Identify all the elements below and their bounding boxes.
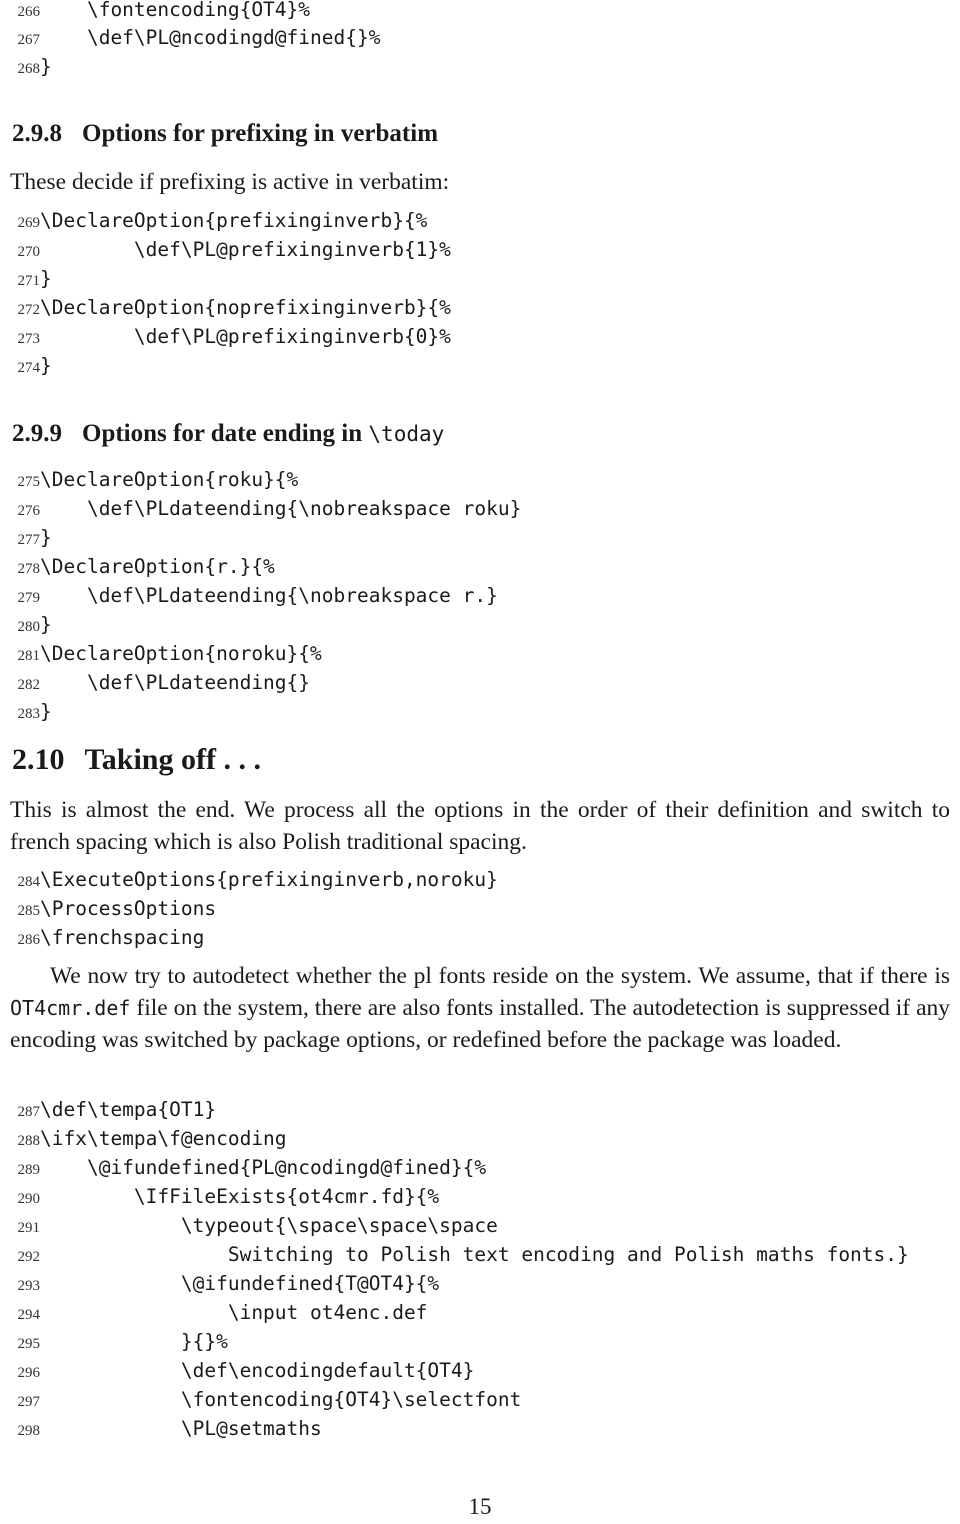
code-text: \DeclareOption{roku}{% [40,468,299,491]
line-number: 268 [17,61,40,77]
code-text: }{}% [40,1330,228,1353]
code-line [10,640,322,668]
code-text: \def\PLdateending{} [40,671,311,694]
code-text: \@ifundefined{PL@ncodingd@fined}{% [40,1156,487,1179]
code-line [10,524,52,552]
code-line [10,1212,498,1240]
line-number: 290 [17,1191,40,1207]
line-number: 276 [17,503,40,519]
code-text: \def\tempa{OT1} [40,1098,217,1121]
code-line [10,53,52,81]
section-number: 2.9.8 [12,120,62,147]
line-number: 296 [17,1365,40,1381]
code-line [10,866,498,894]
code-text: \DeclareOption{prefixinginverb}{% [40,209,428,232]
line-number: 266 [17,4,40,20]
line-number: 278 [17,561,40,577]
line-number: 284 [17,874,40,890]
line-number: 289 [17,1162,40,1178]
code-line [10,1328,228,1356]
code-line [10,323,451,351]
line-number: 274 [17,360,40,376]
line-number: 288 [17,1133,40,1149]
code-text: } [40,613,52,636]
paragraph-autodetect [10,960,950,1056]
code-line [10,1154,486,1182]
code-line [10,895,216,923]
line-number: 267 [17,32,40,48]
line-number: 273 [17,331,40,347]
code-line [10,495,521,523]
code-text: \def\PL@prefixinginverb{0}% [40,325,451,348]
page-number: 15 [468,1494,492,1519]
code-text: \ifx\tempa\f@encoding [40,1127,287,1150]
line-number: 293 [17,1278,40,1294]
inline-code: OT4cmr.def [10,996,131,1020]
code-line [10,1299,427,1327]
code-text: \def\PLdateending{\nobreakspace r.} [40,584,498,607]
code-line [10,294,451,322]
code-text: } [40,700,52,723]
code-line [10,24,380,52]
section-number: 2.10 [12,743,65,776]
line-number: 279 [17,590,40,606]
code-line [10,0,310,24]
code-text: \typeout{\space\space\space [40,1214,498,1237]
section-title-code: \today [368,422,445,446]
code-text: \DeclareOption{noroku}{% [40,642,322,665]
section-title [82,418,444,450]
line-number: 294 [17,1307,40,1323]
section-title-text: Options for date ending in [82,420,369,447]
line-number: 269 [17,215,40,231]
code-text: \def\PL@prefixinginverb{1}% [40,238,451,261]
code-line [10,582,498,610]
code-line [10,265,52,293]
code-text: \input ot4enc.def [40,1301,428,1324]
line-number: 275 [17,474,40,490]
paragraph-verbatim-intro: These decide if prefixing is active in verbatim: [10,169,450,195]
code-text: \DeclareOption{r.}{% [40,555,275,578]
code-line [10,1183,439,1211]
code-line [10,207,427,235]
code-text: \def\PLdateending{\nobreakspace roku} [40,497,522,520]
code-text: \ProcessOptions [40,897,217,920]
code-text: \fontencoding{OT4}% [40,0,311,21]
code-line [10,1096,216,1124]
code-line [10,698,52,726]
section-title: Taking off . . . [84,743,261,776]
line-number: 287 [17,1104,40,1120]
line-number: 285 [17,903,40,919]
line-number: 280 [17,619,40,635]
line-number: 271 [17,273,40,289]
line-number: 291 [17,1220,40,1236]
paragraph-taking-off: This is almost the end. We process all the options in the order of their definition and switch to french spacing which is also Polish traditional spacing. [10,797,950,855]
document-page [10,0,955,1524]
paragraph-text: We now try to autodetect whether the pl fonts reside on the system. We assume, that if there is [50,963,950,989]
code-text: \def\encodingdefault{OT4} [40,1359,475,1382]
line-number: 277 [17,532,40,548]
paragraph-text: file on the system, there are also fonts installed. The autodetection is suppressed if any encoding was switched by package options, or redefined before the package was loaded. [10,995,950,1053]
line-number: 297 [17,1394,40,1410]
code-line [10,1125,287,1153]
code-line [10,924,204,952]
code-text: \IfFileExists{ot4cmr.fd}{% [40,1185,440,1208]
code-line [10,553,275,581]
line-number: 282 [17,677,40,693]
line-number: 295 [17,1336,40,1352]
line-number: 283 [17,706,40,722]
code-text: \fontencoding{OT4}\selectfont [40,1388,522,1411]
code-text: \PL@setmaths [40,1417,322,1440]
line-number: 286 [17,932,40,948]
code-text: \ExecuteOptions{prefixinginverb,noroku} [40,868,498,891]
code-text: Switching to Polish text encoding and Polish maths fonts.} [40,1243,909,1266]
line-number: 272 [17,302,40,318]
code-line [10,466,298,494]
section-number: 2.9.9 [12,420,62,447]
code-text: \@ifundefined{T@OT4}{% [40,1272,440,1295]
code-line [10,1357,474,1385]
code-text: \def\PL@ncodingd@fined{}% [40,26,381,49]
code-line [10,236,451,264]
code-text: \frenchspacing [40,926,205,949]
code-line [10,1386,521,1414]
code-text: } [40,354,52,377]
section-heading-2-9-9 [12,418,444,450]
code-text: } [40,55,52,78]
line-number: 298 [17,1423,40,1439]
code-line [10,611,52,639]
line-number: 281 [17,648,40,664]
line-number: 292 [17,1249,40,1265]
code-line [10,1241,909,1269]
code-line [10,1270,439,1298]
code-text: } [40,526,52,549]
code-line [10,1415,322,1443]
code-line [10,669,310,697]
section-title: Options for prefixing in verbatim [82,120,439,147]
code-line [10,352,52,380]
section-heading-2-10 [12,742,261,778]
code-text: \DeclareOption{noprefixinginverb}{% [40,296,451,319]
section-heading-2-9-8 [12,118,438,150]
code-text: } [40,267,52,290]
line-number: 270 [17,244,40,260]
